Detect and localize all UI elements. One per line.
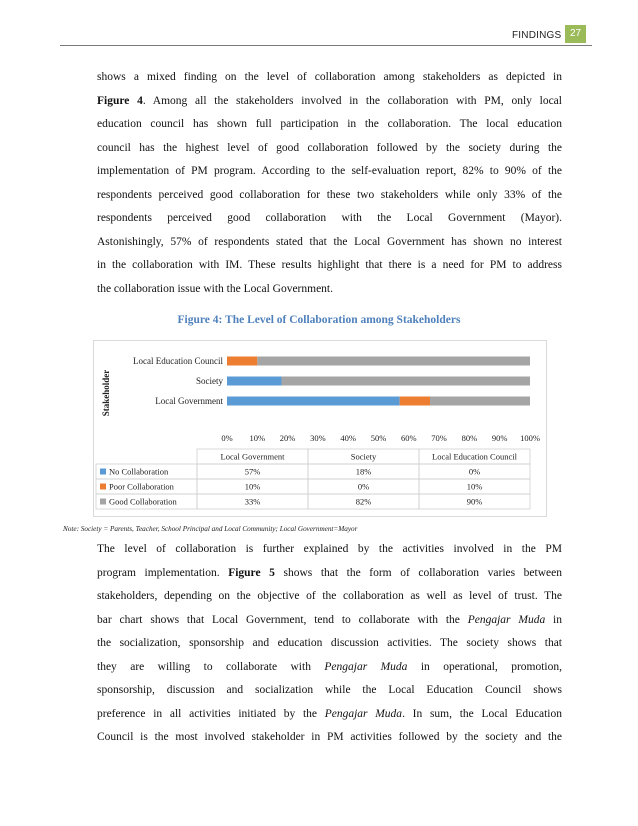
x-tick-label: 20% (279, 433, 296, 443)
text-line: preference in all activities initiated by the Pengajar Muda. In sum, the Local Education (97, 707, 562, 720)
legend-label: Good Collaboration (109, 496, 177, 507)
text-line: respondents perceived good collaboration for these two stakeholders while only 33% of the (97, 188, 562, 201)
paragraph-activities (97, 538, 562, 750)
x-tick-label: 0% (221, 433, 233, 443)
x-tick-label: 60% (401, 433, 417, 443)
table-cell-value: 33% (244, 496, 261, 507)
text-line: shows a mixed finding on the level of collaboration among stakeholders as depicted in (97, 71, 562, 83)
x-tick-label: 50% (370, 433, 387, 443)
legend-swatch (100, 484, 106, 490)
table-column-header: Local Education Council (432, 451, 517, 462)
bar-good-collaboration (430, 397, 530, 406)
stacked-bar-chart (94, 341, 546, 516)
page-number-badge: 27 (565, 25, 586, 43)
running-header-title: FINDINGS (512, 30, 562, 41)
x-tick-label: 30% (310, 433, 326, 443)
bar-no-collaboration (227, 377, 282, 386)
table-cell-value: 82% (355, 496, 372, 507)
category-label: Local Education Council (133, 356, 223, 366)
text-line: stakeholders, depending on the objective of the collaboration as well as level of trust. The (97, 590, 562, 602)
table-cell-value: 90% (466, 496, 483, 507)
text-line: council has the highest level of good collaboration followed by the society during the (97, 141, 562, 154)
header-divider (60, 45, 592, 46)
text-line: program implementation. Figure 5 shows that the form of collaboration varies between (97, 566, 562, 579)
bar-poor-collaboration (227, 357, 257, 366)
x-tick-label: 90% (491, 433, 508, 443)
text-line: The level of collaboration is further explained by the activities involved in the PM (97, 543, 562, 555)
legend-swatch (100, 499, 106, 505)
bar-no-collaboration (227, 397, 400, 406)
text-line: they are willing to collaborate with Pengajar Muda in operational, promotion, (97, 660, 562, 673)
figure-caption: Figure 4: The Level of Collaboration among Stakeholders (177, 314, 461, 326)
legend-swatch (100, 469, 106, 475)
x-tick-label: 10% (249, 433, 266, 443)
table-cell-value: 0% (357, 481, 370, 492)
text-line: education council has shown full participation in the collaboration. The local education (97, 118, 562, 130)
paragraph-findings-intro (97, 66, 562, 301)
bar-good-collaboration (257, 357, 530, 366)
x-tick-label: 100% (520, 433, 540, 443)
x-tick-label: 80% (461, 433, 478, 443)
text-line: the collaboration issue with the Local Government. (97, 282, 334, 295)
text-line: implementation of PM program. According to the self-evaluation report, 82% to 90% of the (97, 165, 562, 177)
legend-label: No Collaboration (109, 466, 169, 477)
table-column-header: Local Government (220, 451, 285, 462)
category-label: Society (196, 376, 223, 386)
y-axis-title: Stakeholder (101, 369, 111, 417)
bar-good-collaboration (282, 377, 530, 386)
text-line: Astonishingly, 57% of respondents stated that the Local Government has shown no interest (97, 235, 562, 248)
x-tick-label: 70% (431, 433, 447, 443)
text-line: Council is the most involved stakeholder in PM activities followed by the society and the (97, 731, 562, 743)
table-column-header: Society (350, 451, 377, 462)
text-line: the socialization, sponsorship and education discussion activities. The society shows that (97, 637, 562, 649)
figure-note: Note: Society = Parents, Teacher, School Principal and Local Community; Local Government=Mayor (63, 525, 358, 533)
collaboration-chart (93, 340, 547, 517)
table-cell-value: 18% (355, 466, 372, 477)
legend-label: Poor Collaboration (109, 481, 174, 492)
text-line: sponsorship, discussion and socialization while the Local Education Council shows (97, 684, 562, 696)
category-label: Local Government (155, 396, 223, 406)
table-cell-value: 0% (468, 466, 481, 477)
text-line: Figure 4. Among all the stakeholders involved in the collaboration with PM, only local (97, 94, 562, 107)
table-cell-value: 10% (244, 481, 261, 492)
text-line: bar chart shows that Local Government, tend to collaborate with the Pengajar Muda in (97, 613, 562, 626)
table-cell-value: 57% (244, 466, 261, 477)
x-tick-label: 40% (340, 433, 356, 443)
bar-poor-collaboration (400, 397, 430, 406)
table-cell-value: 10% (466, 481, 483, 492)
text-line: respondents perceived good collaboration with the Local Government (Mayor). (97, 212, 562, 224)
text-line: in the collaboration with IM. These results highlight that there is a need for PM to address (97, 259, 562, 271)
